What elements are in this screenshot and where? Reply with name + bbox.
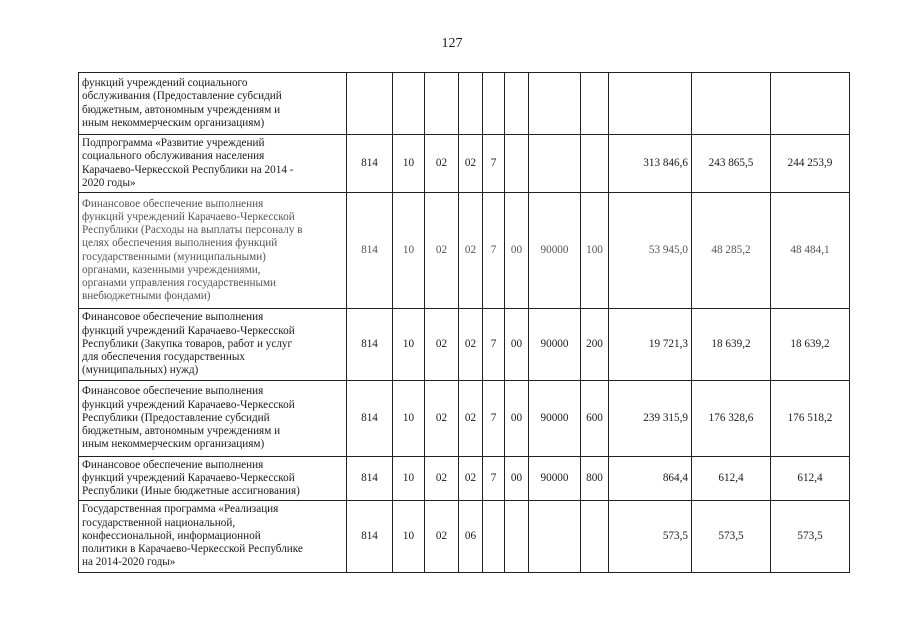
amount-1-cell: 53 945,0 <box>609 193 692 309</box>
description-line: Подпрограмма «Развитие учреждений <box>82 137 265 150</box>
description-line: иным некоммерческим организациям) <box>82 438 265 451</box>
direction-code-cell <box>505 501 529 573</box>
subprogram-code-cell: 7 <box>483 381 505 457</box>
expense-code-cell: 90000 <box>529 309 581 381</box>
table-row <box>79 309 850 381</box>
section-code-cell <box>393 73 425 135</box>
description-line: Карачаево-Черкесской Республики на 2014 - <box>82 163 294 176</box>
description-line: государственной национальной, <box>82 516 236 529</box>
ministry-code-cell: 814 <box>347 501 393 573</box>
amount-1-cell: 573,5 <box>609 501 692 573</box>
table-row <box>79 73 850 135</box>
description-line: Финансовое обеспечение выполнения <box>82 311 264 324</box>
amount-2-cell: 573,5 <box>692 501 771 573</box>
amount-3-cell: 48 484,1 <box>771 193 850 309</box>
expense-type-code-cell <box>581 73 609 135</box>
amount-2-cell: 176 328,6 <box>692 381 771 457</box>
amount-2-cell: 243 865,5 <box>692 135 771 193</box>
description-line: 2020 годы» <box>82 176 136 189</box>
section-code-cell: 10 <box>393 309 425 381</box>
expense-code-cell: 90000 <box>529 457 581 501</box>
expense-type-code-cell: 600 <box>581 381 609 457</box>
direction-code-cell: 00 <box>505 309 529 381</box>
table-row <box>79 457 850 501</box>
description-line: функций учреждений Карачаево-Черкесской <box>82 324 295 337</box>
amount-1-cell: 313 846,6 <box>609 135 692 193</box>
subsection-code-cell: 02 <box>425 309 459 381</box>
amount-3-cell: 573,5 <box>771 501 850 573</box>
subprogram-code-cell: 7 <box>483 193 505 309</box>
subsection-code-cell: 02 <box>425 193 459 309</box>
description-line: органами, казенными учреждениями, <box>82 263 261 276</box>
program-code-cell: 02 <box>459 457 483 501</box>
amount-2-cell <box>692 73 771 135</box>
row-description <box>79 309 347 381</box>
subprogram-code-cell <box>483 501 505 573</box>
description-line: государственными (муниципальными) <box>82 250 266 263</box>
page-number: 127 <box>441 36 463 51</box>
row-description <box>79 501 347 573</box>
amount-3-cell: 244 253,9 <box>771 135 850 193</box>
row-description <box>79 193 347 309</box>
subsection-code-cell: 02 <box>425 457 459 501</box>
table-row <box>79 501 850 573</box>
section-code-cell: 10 <box>393 501 425 573</box>
description-line: политики в Карачаево-Черкесской Республике <box>82 543 303 556</box>
subsection-code-cell <box>425 73 459 135</box>
table-row <box>79 381 850 457</box>
amount-2-cell: 612,4 <box>692 457 771 501</box>
direction-code-cell: 00 <box>505 193 529 309</box>
ministry-code-cell: 814 <box>347 381 393 457</box>
row-description <box>79 135 347 193</box>
expense-code-cell: 90000 <box>529 193 581 309</box>
description-line: обслуживания (Предоставление субсидий <box>82 90 282 103</box>
program-code-cell: 02 <box>459 381 483 457</box>
description-line: функций учреждений Карачаево-Черкесской <box>82 398 295 411</box>
ministry-code-cell <box>347 73 393 135</box>
description-line: Государственная программа «Реализация <box>82 503 279 516</box>
section-code-cell: 10 <box>393 381 425 457</box>
description-line: Республики (Предоставление субсидий <box>82 411 270 424</box>
description-line: бюджетным, автономным учреждениям и <box>82 425 281 438</box>
description-line: органами управления государственными <box>82 276 277 289</box>
description-line: функций учреждений Карачаево-Черкесской <box>82 210 295 223</box>
subprogram-code-cell: 7 <box>483 309 505 381</box>
subsection-code-cell: 02 <box>425 381 459 457</box>
section-code-cell: 10 <box>393 457 425 501</box>
amount-2-cell: 48 285,2 <box>692 193 771 309</box>
description-line: функций учреждений социального <box>82 77 248 90</box>
amount-3-cell: 18 639,2 <box>771 309 850 381</box>
ministry-code-cell: 814 <box>347 135 393 193</box>
expense-code-cell: 90000 <box>529 381 581 457</box>
row-description <box>79 457 347 501</box>
expense-type-code-cell: 200 <box>581 309 609 381</box>
description-line: для обеспечения государственных <box>82 351 246 364</box>
amount-1-cell: 239 315,9 <box>609 381 692 457</box>
description-line: Республики (Расходы на выплаты персоналу в <box>82 224 303 237</box>
expense-type-code-cell <box>581 135 609 193</box>
program-code-cell: 02 <box>459 193 483 309</box>
budget-table <box>78 72 850 573</box>
subprogram-code-cell: 7 <box>483 135 505 193</box>
description-line: иным некоммерческим организациям) <box>82 116 265 129</box>
section-code-cell: 10 <box>393 193 425 309</box>
amount-2-cell: 18 639,2 <box>692 309 771 381</box>
direction-code-cell: 00 <box>505 381 529 457</box>
amount-3-cell: 612,4 <box>771 457 850 501</box>
expense-code-cell <box>529 501 581 573</box>
subsection-code-cell: 02 <box>425 135 459 193</box>
program-code-cell: 02 <box>459 135 483 193</box>
description-line: Финансовое обеспечение выполнения <box>82 458 264 471</box>
subsection-code-cell: 02 <box>425 501 459 573</box>
expense-type-code-cell: 800 <box>581 457 609 501</box>
row-description <box>79 73 347 135</box>
subprogram-code-cell: 7 <box>483 457 505 501</box>
description-line: конфессиональной, информационной <box>82 529 261 542</box>
direction-code-cell <box>505 135 529 193</box>
description-line: на 2014-2020 годы» <box>82 556 176 569</box>
row-description <box>79 381 347 457</box>
subprogram-code-cell <box>483 73 505 135</box>
description-line: (муниципальных) нужд) <box>82 364 199 377</box>
amount-1-cell <box>609 73 692 135</box>
expense-code-cell <box>529 135 581 193</box>
description-line: целях обеспечения выполнения функций <box>82 237 278 250</box>
ministry-code-cell: 814 <box>347 193 393 309</box>
description-line: Финансовое обеспечение выполнения <box>82 385 264 398</box>
direction-code-cell: 00 <box>505 457 529 501</box>
direction-code-cell <box>505 73 529 135</box>
section-code-cell: 10 <box>393 135 425 193</box>
ministry-code-cell: 814 <box>347 309 393 381</box>
description-line: функций учреждений Карачаево-Черкесской <box>82 471 295 484</box>
amount-3-cell: 176 518,2 <box>771 381 850 457</box>
expense-type-code-cell: 100 <box>581 193 609 309</box>
description-line: Республики (Закупка товаров, работ и услуг <box>82 337 293 350</box>
description-line: социального обслуживания населения <box>82 150 265 163</box>
program-code-cell: 02 <box>459 309 483 381</box>
description-line: бюджетным, автономным учреждениям и <box>82 103 281 116</box>
expense-type-code-cell <box>581 501 609 573</box>
description-line: Финансовое обеспечение выполнения <box>82 197 264 210</box>
description-line: Республики (Иные бюджетные ассигнования) <box>82 485 300 498</box>
table-row <box>79 135 850 193</box>
amount-1-cell: 864,4 <box>609 457 692 501</box>
program-code-cell: 06 <box>459 501 483 573</box>
program-code-cell <box>459 73 483 135</box>
amount-1-cell: 19 721,3 <box>609 309 692 381</box>
description-line: внебюджетными фондами) <box>82 290 211 303</box>
table-row <box>79 193 850 309</box>
ministry-code-cell: 814 <box>347 457 393 501</box>
amount-3-cell <box>771 73 850 135</box>
expense-code-cell <box>529 73 581 135</box>
